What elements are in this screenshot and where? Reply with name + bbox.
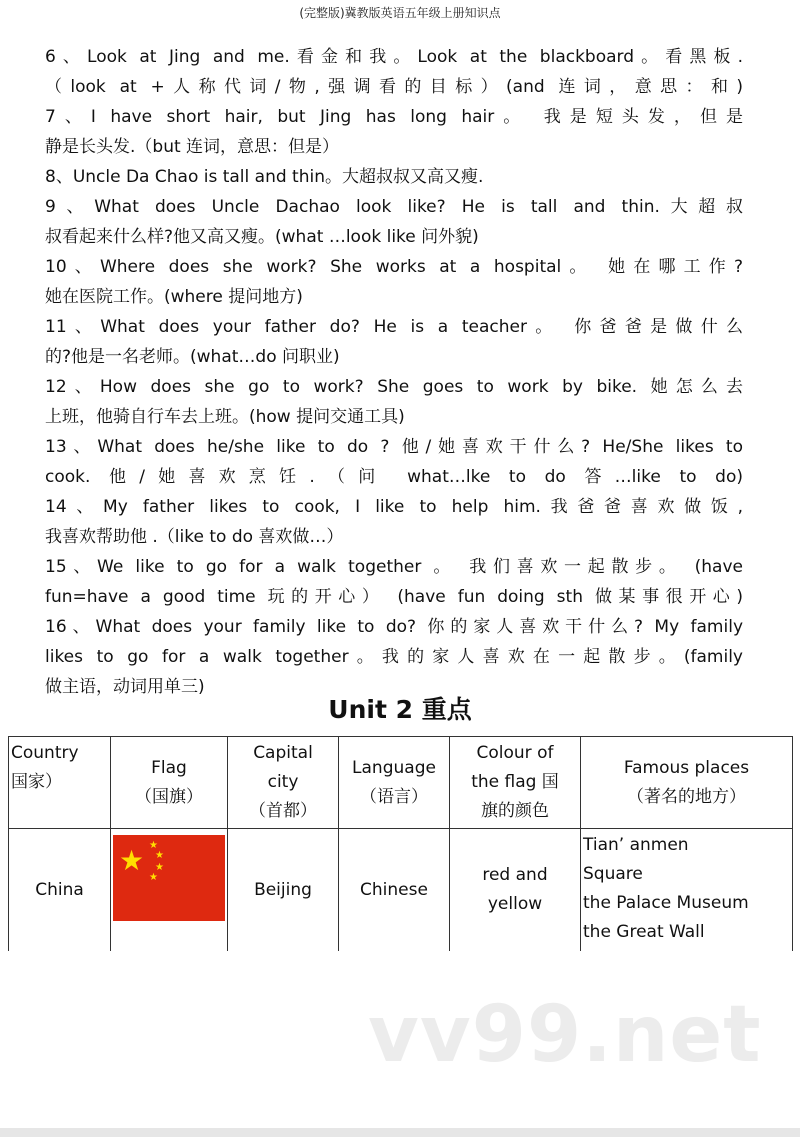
text-line: likes to go for a walk together。我的家人喜欢在一起散步。(family — [45, 647, 743, 667]
header-text: （首都） — [249, 801, 317, 821]
text-line: fun=have a good time 玩的开心） (have fun doing sth 做某事很开心) — [45, 587, 743, 607]
document-header: (完整版)冀教版英语五年级上册知识点 — [299, 6, 501, 20]
text-line: （look at +人称代词/物,强调看的目标）(and 连词，意思：和) — [45, 77, 743, 97]
cell-text: yellow — [487, 894, 543, 914]
china-flag-image — [113, 835, 225, 921]
text-line: 11、What does your father do? He is a teacher。 你爸爸是做什么 — [45, 317, 743, 337]
unit-title: Unit 2 重点 — [328, 695, 472, 724]
header-text: 国家） — [11, 772, 62, 792]
cell-text: the Palace Museum — [583, 893, 749, 913]
text-line: 上班，他骑自行车去上班。(how 提问交通工具) — [45, 407, 405, 427]
header-capital — [228, 737, 339, 829]
header-text: 旗的颜色 — [481, 801, 549, 821]
header-language — [339, 737, 450, 829]
header-text: city — [267, 772, 299, 792]
header-text: Colour of — [476, 743, 554, 763]
large-star-icon: ★ — [119, 844, 145, 877]
text-line: 14、My father likes to cook, I like to help him.我爸爸喜欢做饭, — [45, 497, 743, 517]
header-places — [581, 737, 793, 829]
header-flag — [111, 737, 228, 829]
header-text: （语言） — [360, 786, 428, 807]
text-line: 7、I have short hair, but Jing has long hair。 我是短头发，但是 — [45, 107, 743, 127]
text-line: 13、What does he/she like to do ? 他/她喜欢干什么? He/She likes to — [45, 437, 743, 457]
cell-text: Tian’ anmen — [583, 835, 689, 855]
small-star-icon: ★ — [149, 872, 158, 883]
cell-language: Chinese — [339, 829, 450, 952]
cell-capital: Beijing — [228, 829, 339, 952]
cell-text: the Great Wall — [583, 922, 705, 942]
cell-places — [581, 829, 793, 952]
text-line: 6、Look at Jing and me.看金和我。Look at the blackboard。看黑板. — [45, 47, 743, 67]
text-line: 的?他是一名老师。(what…do 问职业) — [45, 347, 340, 367]
text-line: 我喜欢帮助他 .（like to do 喜欢做…） — [45, 527, 344, 547]
small-star-icon: ★ — [155, 862, 164, 873]
text-line: 16、What does your family like to do? 你的家人喜欢干什么? My family — [45, 617, 743, 637]
page-bottom-edge — [0, 1128, 800, 1137]
header-text: （著名的地方） — [627, 786, 746, 807]
watermark: vv99.net — [368, 990, 762, 1080]
country-table — [8, 736, 793, 951]
table-row — [9, 829, 793, 952]
text-line: cook. 他/她喜欢烹饪.（问 what…lke to do 答…like to do) — [45, 467, 743, 487]
small-star-icon: ★ — [149, 840, 158, 851]
header-text: （国旗） — [135, 786, 203, 807]
text-line: 10、Where does she work? She works at a hospital。 她在哪工作? — [45, 257, 743, 277]
cell-country: China — [9, 829, 111, 952]
cell-text: Square — [583, 864, 643, 884]
header-text: Country — [11, 743, 79, 763]
header-text: Famous places — [623, 757, 750, 778]
text-line: 12、How does she go to work? She goes to work by bike. 她怎么去 — [45, 377, 743, 397]
header-text: Language — [352, 757, 436, 778]
text-line: 9、What does Uncle Dachao look like? He is tall and thin.大超叔 — [45, 197, 743, 217]
cell-text: red and — [482, 865, 548, 885]
table-header-row — [9, 737, 793, 829]
header-text: the flag 国 — [471, 772, 559, 792]
header-text: Flag — [151, 757, 187, 778]
cell-flag — [111, 829, 228, 952]
text-line: 静是长头发.（but 连词，意思：但是） — [45, 137, 340, 157]
cell-colour — [450, 829, 581, 952]
text-line: 8、Uncle Da Chao is tall and thin。大超叔叔又高又瘦. — [45, 167, 484, 187]
header-text: Capital — [253, 743, 313, 763]
header-country — [9, 737, 111, 829]
text-line: 叔看起来什么样?他又高又瘦。(what …look like 问外貌) — [45, 227, 479, 247]
header-colour — [450, 737, 581, 829]
text-line: 15、We like to go for a walk together 。 我们喜欢一起散步。 (have — [45, 557, 743, 577]
text-line: 她在医院工作。(where 提问地方) — [45, 287, 303, 307]
small-star-icon: ★ — [155, 850, 164, 861]
text-line: 做主语，动词用单三) — [45, 677, 205, 697]
